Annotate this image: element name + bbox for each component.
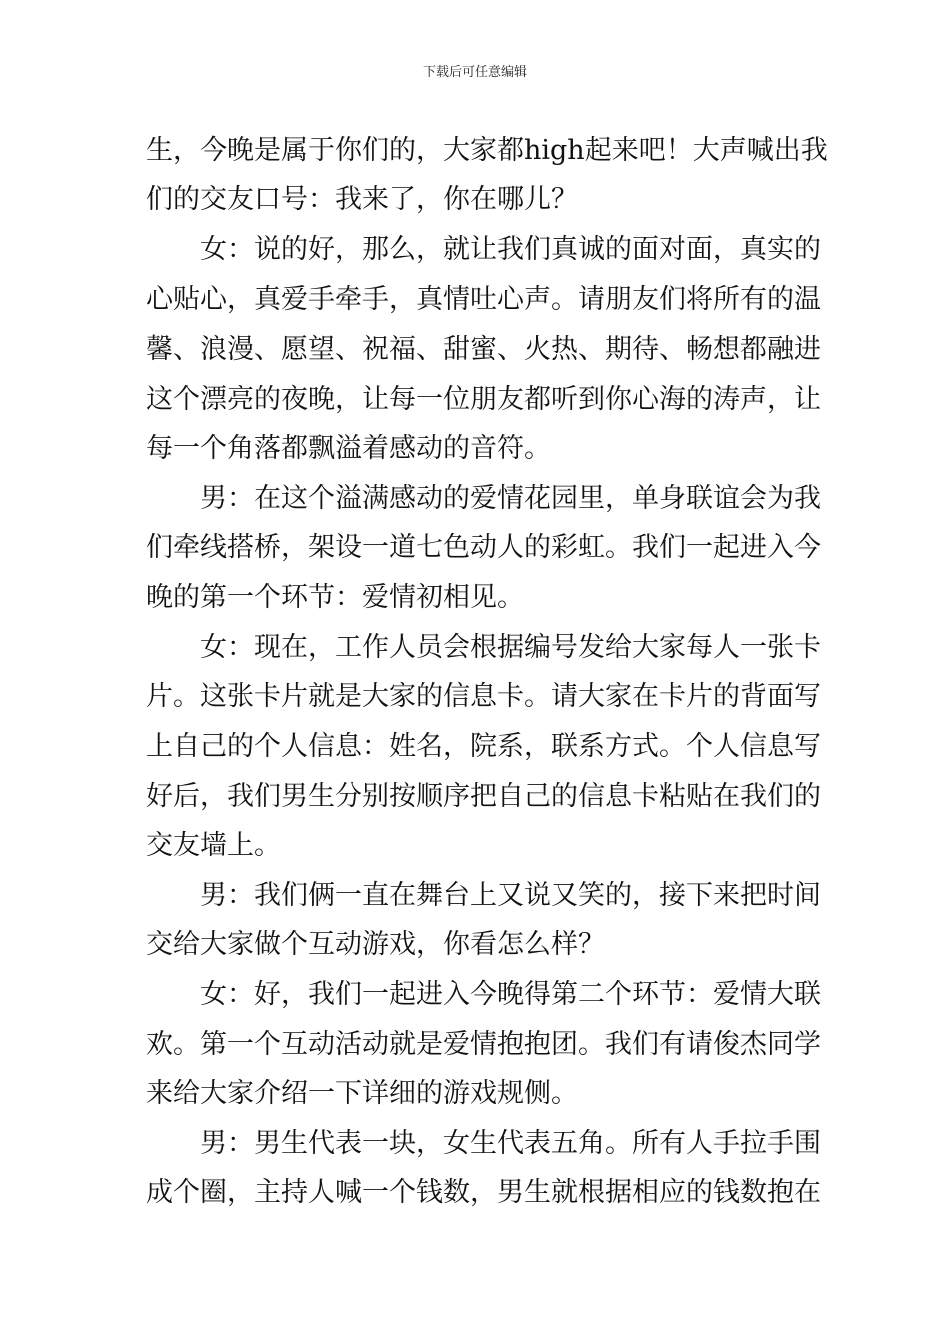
text-line: 这个漂亮的夜晚，让每一位朋友都听到你心海的涛声，让 — [146, 384, 821, 415]
text-line: 交友墙上。 — [146, 830, 281, 861]
text-line: 女：说的好，那么，就让我们真诚的面对面，真实的 — [146, 234, 821, 265]
text-line: 馨、浪漫、愿望、祝福、甜蜜、火热、期待、畅想都融进 — [146, 334, 821, 365]
text-line: 来给大家介绍一下详细的游戏规侧。 — [146, 1078, 578, 1109]
text-line: 片。这张卡片就是大家的信息卡。请大家在卡片的背面写 — [146, 681, 821, 712]
text-line: 们牵线搭桥，架设一道七色动人的彩虹。我们一起进入今 — [146, 532, 821, 563]
text-line: 心贴心，真爱手牵手，真情吐心声。请朋友们将所有的温 — [146, 284, 821, 315]
text-line: 交给大家做个互动游戏，你看怎么样？ — [146, 929, 605, 960]
page-header: 下载后可任意编辑 — [422, 65, 527, 80]
text-line: 好后，我们男生分别按顺序把自己的信息卡粘贴在我们的 — [146, 781, 821, 812]
text-line: 男：男生代表一块，女生代表五角。所有人手拉手围 — [146, 1128, 821, 1159]
text-line: 男：我们俩一直在舞台上又说又笑的，接下来把时间 — [146, 880, 821, 911]
text-line: 晚的第一个环节：爱情初相见。 — [146, 582, 524, 613]
text-line: 男：在这个溢满感动的爱情花园里，单身联谊会为我 — [146, 483, 821, 514]
text-line: 每一个角落都飘溢着感动的音符。 — [146, 433, 551, 464]
text-line: 女：现在，工作人员会根据编号发给大家每人一张卡 — [146, 632, 821, 663]
text-line: 欢。第一个互动活动就是爱情抱抱团。我们有请俊杰同学 — [146, 1029, 821, 1060]
text-line: 上自己的个人信息：姓名，院系，联系方式。个人信息写 — [146, 731, 821, 762]
text-line: 女：好，我们一起进入今晚得第二个环节：爱情大联 — [146, 979, 821, 1010]
text-line: 们的交友口号：我来了，你在哪儿？ — [146, 184, 578, 215]
text-line: 生，今晚是属于你们的，大家都high起来吧！大声喊出我 — [146, 135, 828, 166]
text-line: 成个圈，主持人喊一个钱数，男生就根据相应的钱数抱在 — [146, 1177, 821, 1208]
